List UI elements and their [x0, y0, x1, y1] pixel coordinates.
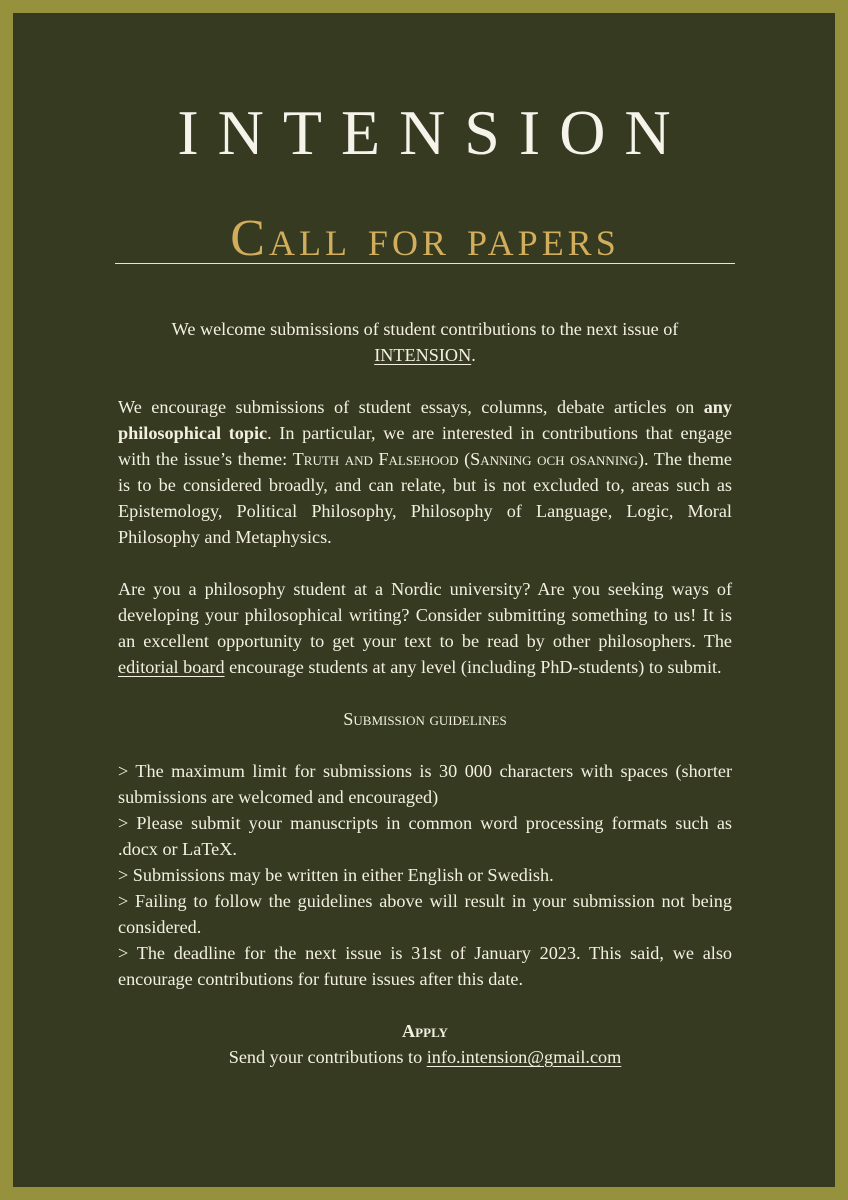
poster-body [118, 316, 732, 1070]
guideline-item: > Failing to follow the guidelines above will result in your submission not being considered. [118, 891, 732, 937]
guidelines-heading: Submission guidelines [343, 709, 507, 729]
students-text-b: encourage students at any level (including PhD-students) to submit. [229, 657, 722, 677]
apply-heading: Apply [402, 1021, 448, 1041]
apply-paragraph [118, 1044, 732, 1070]
encourage-text-b: . In particular, we are interested in contributions that engage with the issue’s theme: [118, 423, 732, 469]
guideline-item: > Please submit your manuscripts in common word processing formats such as .docx or LaTeX. [118, 813, 732, 859]
encourage-text-a: We encourage submissions of student essays, columns, debate articles on [118, 397, 695, 417]
heading-divider [115, 263, 735, 264]
intro-end: . [471, 345, 476, 365]
poster [13, 13, 835, 1187]
encourage-paragraph [118, 394, 732, 550]
students-text-a: Are you a philosophy student at a Nordic university? Are you seeking ways of developing your philosophical writing? Consider submitting something to us! It is an excellent opportunity to get your text to be read by other philosophers. The [118, 579, 732, 651]
masthead-title: INTENSION [177, 97, 690, 168]
guideline-item: > Submissions may be written in either English or Swedish. [118, 865, 554, 885]
contact-email-link[interactable]: info.intension@gmail.com [426, 1047, 622, 1067]
editorial-board-link[interactable]: editorial board [118, 657, 225, 677]
guideline-item: > The deadline for the next issue is 31st of January 2023. This said, we also encourage contributions for future issues after this date. [118, 943, 732, 989]
encourage-bold-topic: any philosophical topic [118, 397, 733, 443]
issue-theme: Truth and Falsehood (Sanning och osanning) [292, 449, 644, 469]
call-for-papers-heading: Call for papers [230, 210, 620, 267]
encourage-text-c: . The theme is to be considered broadly, and can relate, but is not excluded to, areas such as Epistemology, Political Philosophy, Philosophy of Language, Logic, Moral Philosophy and Metaphysics. [118, 449, 732, 547]
intro-text: We welcome submissions of student contributions to the next issue of [171, 319, 679, 339]
journal-link[interactable]: INTENSION [374, 345, 472, 365]
apply-text: Send your contributions to [228, 1047, 423, 1067]
intro-paragraph [118, 316, 732, 368]
students-paragraph [118, 576, 732, 680]
guideline-item: > The maximum limit for submissions is 30 000 characters with spaces (shorter submissions are welcomed and encouraged) [118, 761, 732, 807]
